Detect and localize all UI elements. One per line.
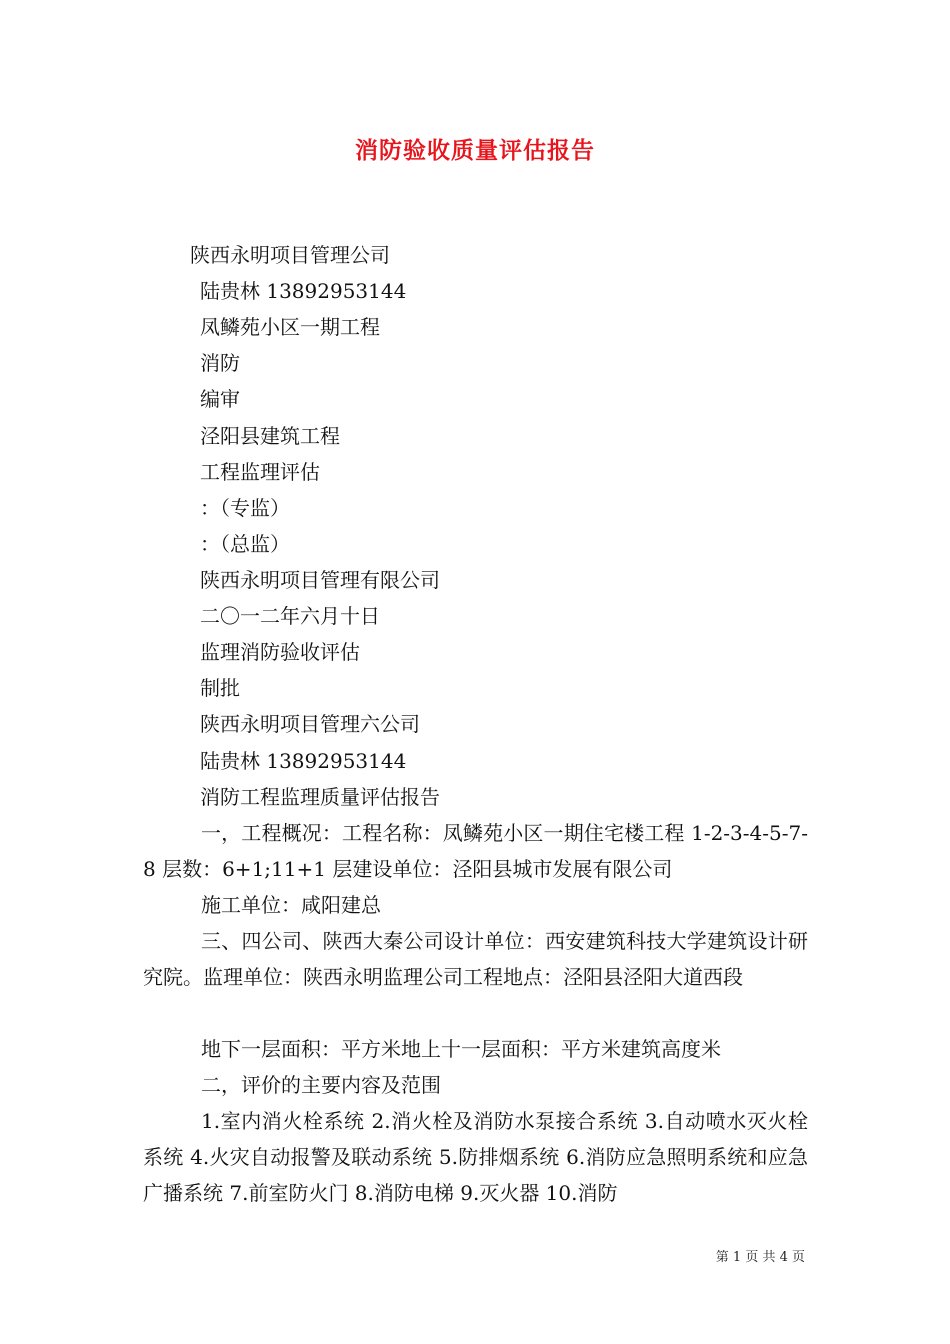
report-type-line: 监理消防验收评估 <box>200 640 360 664</box>
design-supervision-paragraph: 三、四公司、陕西大秦公司设计单位：西安建筑科技大学建筑设计研究院。监理单位：陕西永明监理公司工程地点：泾阳县泾阳大道西段 <box>143 929 808 989</box>
branch-company-line: 陕西永明项目管理六公司 <box>200 712 420 736</box>
location-project-line: 泾阳县建筑工程 <box>200 424 340 448</box>
systems-list-paragraph: 1.室内消火栓系统 2.消火栓及消防水泵接合系统 3.自动喷水灭火栓系统 4.火灾自动报警及联动系统 5.防排烟系统 6.消防应急照明系统和应急广播系统 7.前室防火门 8.消防电梯 9.灭火器 10.消防 <box>143 1109 808 1205</box>
project-name-line: 凤鳞苑小区一期工程 <box>200 315 380 339</box>
approval-line: 制批 <box>200 676 240 700</box>
company-full-name-line: 陕西永明项目管理有限公司 <box>200 568 440 592</box>
evaluation-line: 工程监理评估 <box>200 460 320 484</box>
contractor-paragraph: 施工单位：咸阳建总 <box>201 893 381 917</box>
specialist-supervisor-line: ：（专监） <box>200 496 290 520</box>
report-subtitle-line: 消防工程监理质量评估报告 <box>200 785 440 809</box>
contact-line: 陆贵林 13892953144 <box>200 279 407 303</box>
area-paragraph: 地下一层面积：平方米地上十一层面积：平方米建筑高度米 <box>201 1037 721 1061</box>
company-name-line: 陕西永明项目管理公司 <box>190 243 390 267</box>
document-title: 消防验收质量评估报告 <box>355 137 595 164</box>
chief-supervisor-line: ：（总监） <box>200 532 290 556</box>
date-line: 二〇一二年六月十日 <box>200 604 380 628</box>
page-number: 第 1 页 共 4 页 <box>715 1250 805 1265</box>
review-line: 编审 <box>200 387 240 411</box>
scope-heading-paragraph: 二，评价的主要内容及范围 <box>201 1073 441 1097</box>
discipline-line: 消防 <box>200 351 240 375</box>
project-overview-paragraph: 一，工程概况：工程名称：凤鳞苑小区一期住宅楼工程 1-2-3-4-5-7-8 层数：6+1;11+1 层建设单位：泾阳县城市发展有限公司 <box>143 821 808 881</box>
contact-line-2: 陆贵林 13892953144 <box>200 749 407 773</box>
